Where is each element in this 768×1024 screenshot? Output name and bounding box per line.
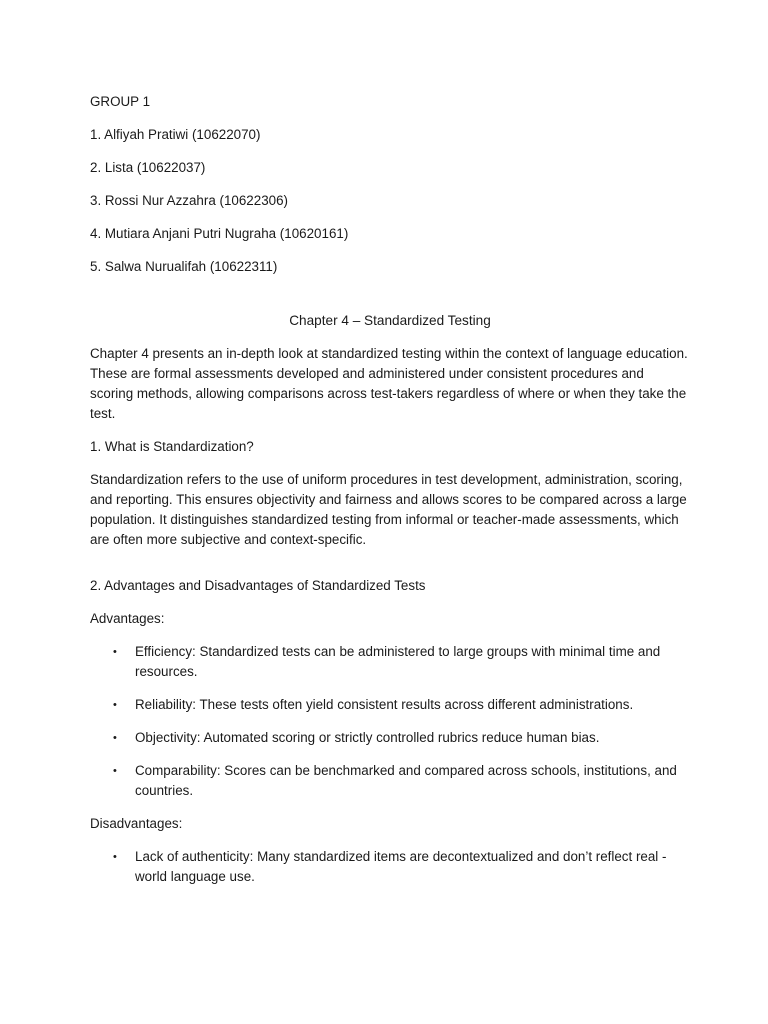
member-item: 1. Alfiyah Pratiwi (10622070) xyxy=(90,127,261,142)
section-2-heading: 2. Advantages and Disadvantages of Standardized Tests xyxy=(90,578,426,593)
document-page xyxy=(90,88,690,900)
bullet-icon: • xyxy=(113,699,117,711)
list-item-text: Reliability: These tests often yield consistent results across different administrations. xyxy=(135,697,634,712)
list-item-text: Objectivity: Automated scoring or strictly controlled rubrics reduce human bias. xyxy=(135,730,600,745)
list-item-text: Efficiency: Standardized tests can be administered to large groups with minimal time and resources. xyxy=(135,644,661,679)
member-list xyxy=(90,125,690,277)
section-1-heading: 1. What is Standardization? xyxy=(90,439,254,454)
bullet-icon: • xyxy=(113,732,117,744)
list-item xyxy=(90,761,690,801)
member-item: 3. Rossi Nur Azzahra (10622306) xyxy=(90,193,288,208)
list-item-text: Comparability: Scores can be benchmarked and compared across schools, institutions, and countries. xyxy=(135,763,677,798)
bullet-icon: • xyxy=(113,765,117,777)
list-item xyxy=(90,728,690,748)
list-item xyxy=(90,695,690,715)
advantages-label: Advantages: xyxy=(90,611,165,626)
disadvantages-list xyxy=(90,847,690,887)
group-title: GROUP 1 xyxy=(90,94,151,109)
bullet-icon: • xyxy=(113,646,117,658)
advantages-list xyxy=(90,642,690,801)
member-item: 2. Lista (10622037) xyxy=(90,160,206,175)
list-item xyxy=(90,642,690,682)
list-item-text: Lack of authenticity: Many standardized items are decontextualized and don’t reflect real -world language use. xyxy=(135,849,667,884)
bullet-icon: • xyxy=(113,851,117,863)
chapter-intro: Chapter 4 presents an in-depth look at standardized testing within the context of language education. These are formal assessments developed and administered under consistent procedures and scoring methods, allowing comparisons across test-takers regardless of where or when they take the test. xyxy=(90,346,688,421)
member-item: 4. Mutiara Anjani Putri Nugraha (10620161) xyxy=(90,226,349,241)
section-1-body: Standardization refers to the use of uniform procedures in test development, administration, scoring, and reporting. This ensures objectivity and fairness and allows scores to be compared across a large population. It distinguishes standardized testing from informal or teacher-made assessments, which are often more subjective and context-specific. xyxy=(90,472,687,547)
chapter-title: Chapter 4 – Standardized Testing xyxy=(289,313,491,328)
list-item xyxy=(90,847,690,887)
member-item: 5. Salwa Nurualifah (10622311) xyxy=(90,259,278,274)
disadvantages-label: Disadvantages: xyxy=(90,816,183,831)
